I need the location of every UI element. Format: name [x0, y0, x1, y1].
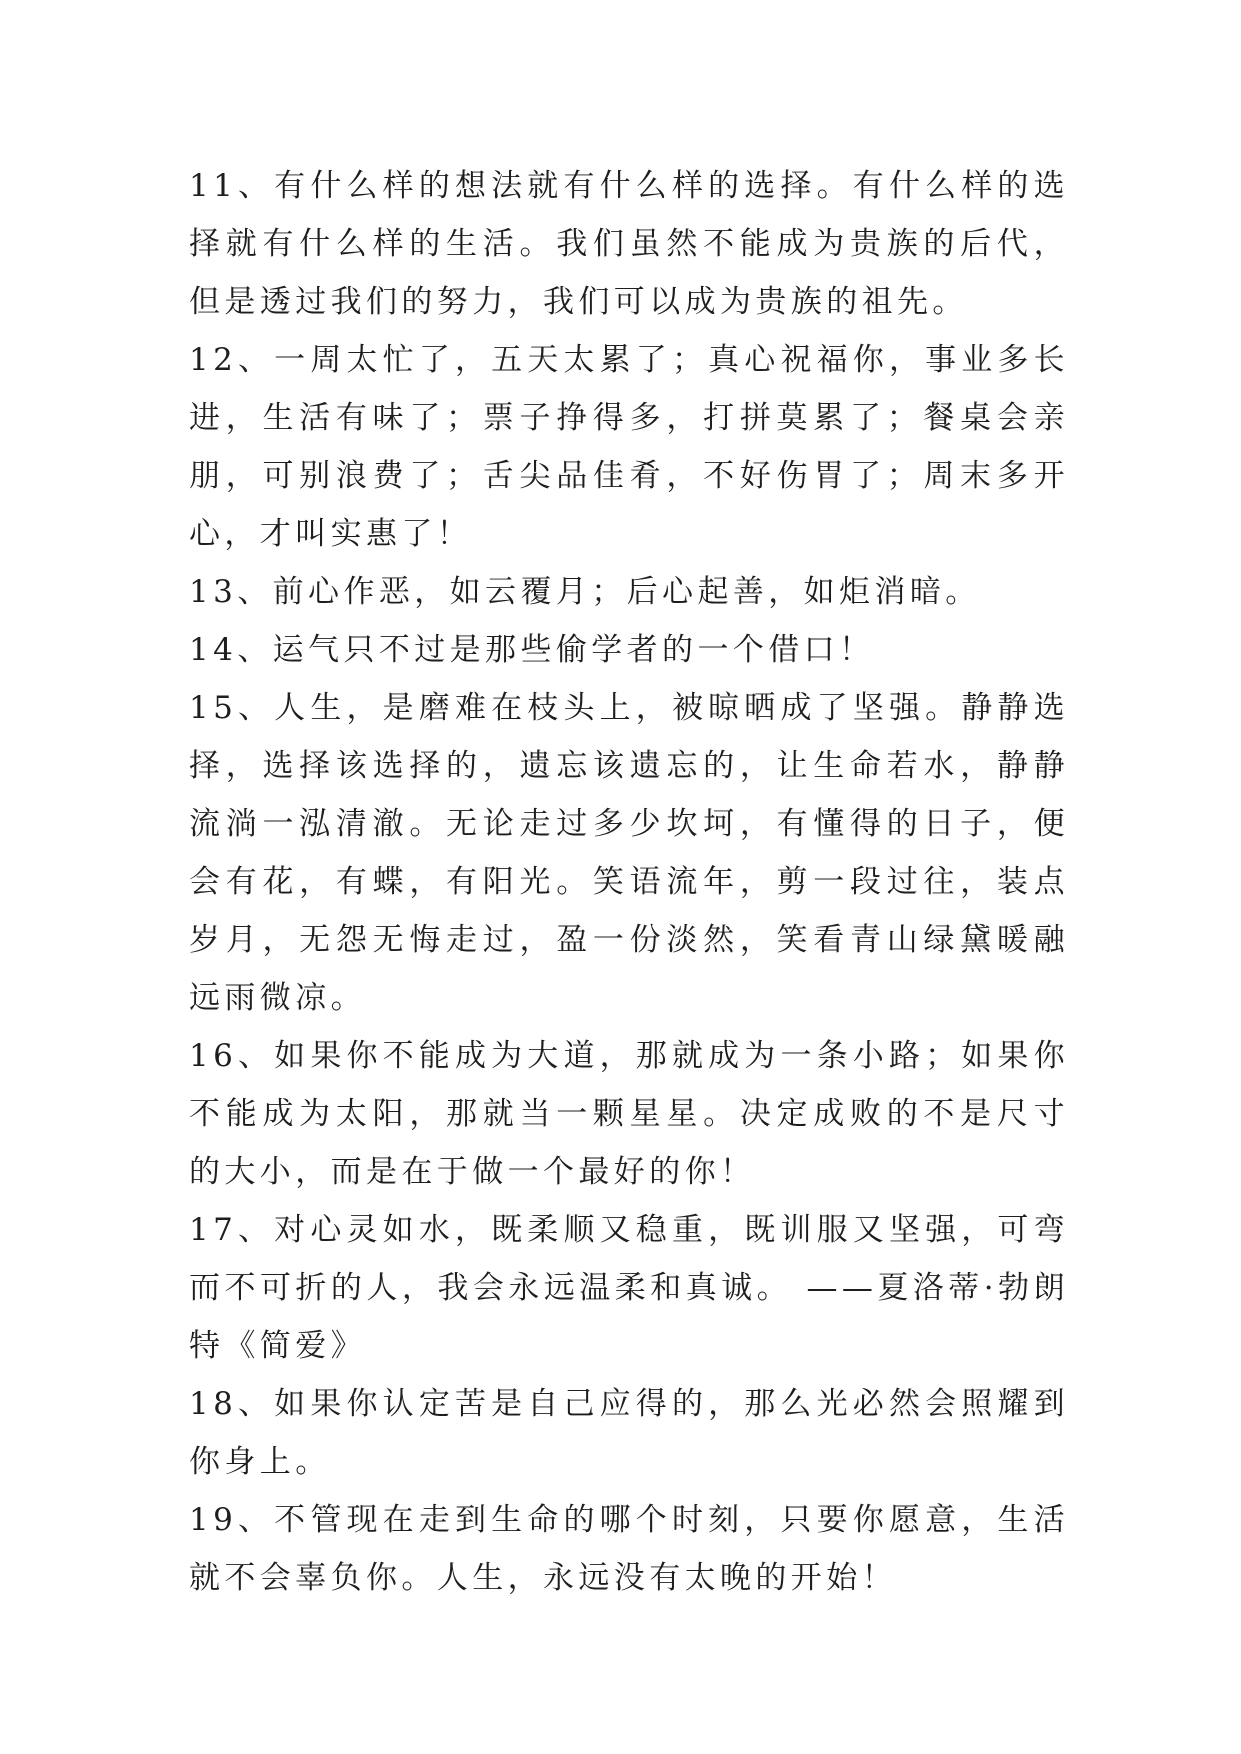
paragraph-13: 13、前心作恶，如云覆月；后心起善，如炬消暗。	[189, 574, 981, 610]
document-body	[189, 157, 1069, 1607]
paragraph-16: 16、如果你不能成为大道，那就成为一条小路；如果你不能成为太阳，那就当一颗星星。决定成败的不是尺寸的大小，而是在于做一个最好的你！	[189, 1038, 1069, 1190]
paragraph-18: 18、如果你认定苦是自己应得的，那么光必然会照耀到你身上。	[189, 1386, 1069, 1480]
paragraph-15: 15、人生，是磨难在枝头上，被晾晒成了坚强。静静选择，选择该选择的，遗忘该遗忘的，让生命若水，静静流淌一泓清澈。无论走过多少坎坷，有懂得的日子，便会有花，有蝶，有阳光。笑语流年，剪一段过往，装点岁月，无怨无悔走过，盈一份淡然，笑看青山绿黛暖融远雨微凉。	[189, 690, 1069, 1016]
paragraph-17: 17、对心灵如水，既柔顺又稳重，既训服又坚强，可弯而不可折的人，我会永远温柔和真诚。 ——夏洛蒂·勃朗特《简爱》	[189, 1212, 1069, 1364]
paragraph-12: 12、一周太忙了，五天太累了；真心祝福你，事业多长进，生活有味了；票子挣得多，打拼莫累了；餐桌会亲朋，可别浪费了；舌尖品佳肴，不好伤胃了；周末多开心，才叫实惠了！	[189, 342, 1069, 552]
paragraph-19: 19、不管现在走到生命的哪个时刻，只要你愿意，生活就不会辜负你。人生，永远没有太晚的开始！	[189, 1502, 1069, 1596]
paragraph-11: 11、有什么样的想法就有什么样的选择。有什么样的选择就有什么样的生活。我们虽然不能成为贵族的后代，但是透过我们的努力，我们可以成为贵族的祖先。	[189, 168, 1069, 320]
paragraph-14: 14、运气只不过是那些偷学者的一个借口！	[189, 632, 875, 668]
